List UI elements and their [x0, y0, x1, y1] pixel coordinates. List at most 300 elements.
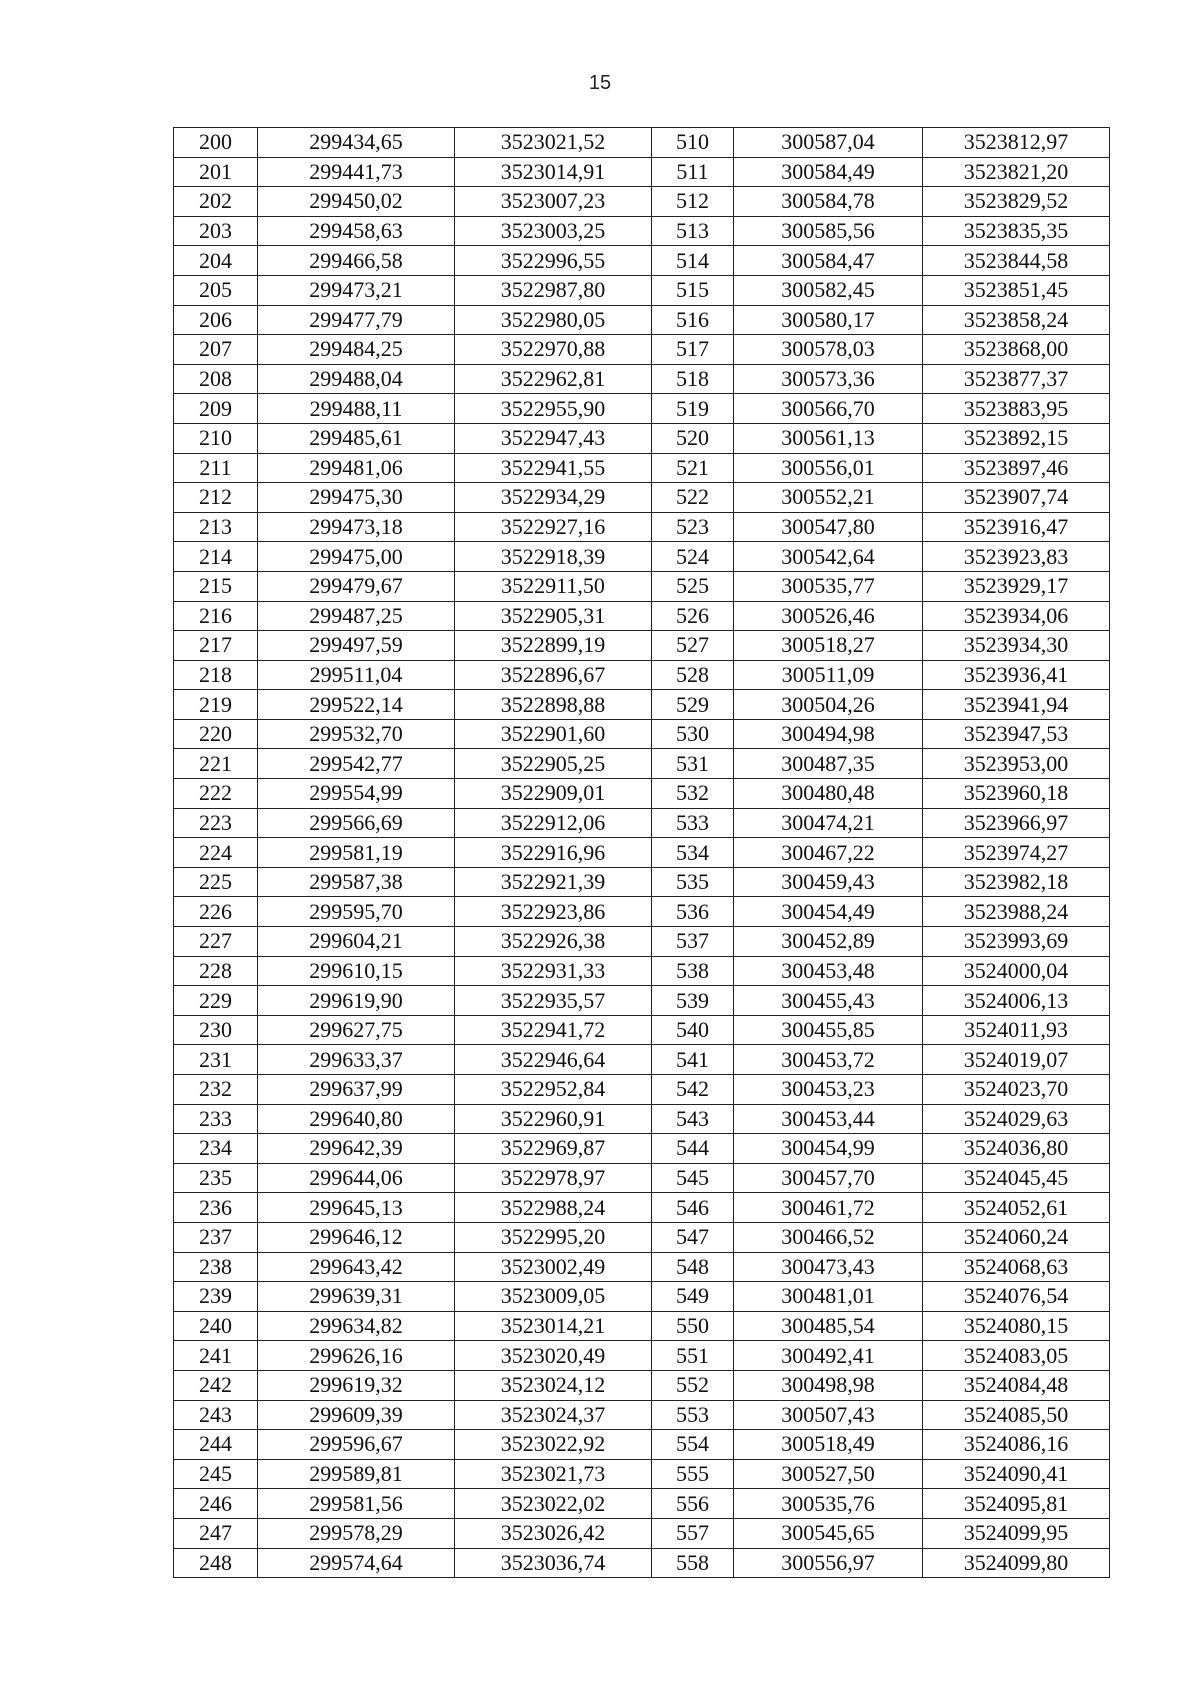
y-coordinate-right-cell: 3523851,45: [923, 275, 1110, 305]
x-coordinate-left-cell: 299450,02: [258, 187, 455, 217]
point-number-right-cell: 521: [652, 453, 734, 483]
y-coordinate-left-cell: 3522905,31: [455, 601, 652, 631]
x-coordinate-left-cell: 299645,13: [258, 1193, 455, 1223]
y-coordinate-left-cell: 3522996,55: [455, 246, 652, 276]
y-coordinate-left-cell: 3522960,91: [455, 1104, 652, 1134]
x-coordinate-right-cell: 300459,43: [734, 867, 923, 897]
x-coordinate-left-cell: 299441,73: [258, 157, 455, 187]
table-row: [174, 838, 1110, 868]
point-number-right-cell: 540: [652, 1015, 734, 1045]
point-number-right-cell: 532: [652, 779, 734, 809]
point-number-left-cell: 233: [174, 1104, 258, 1134]
x-coordinate-right-cell: 300507,43: [734, 1400, 923, 1430]
x-coordinate-left-cell: 299587,38: [258, 867, 455, 897]
y-coordinate-right-cell: 3523953,00: [923, 749, 1110, 779]
point-number-right-cell: 545: [652, 1163, 734, 1193]
y-coordinate-left-cell: 3523022,02: [455, 1489, 652, 1519]
point-number-right-cell: 548: [652, 1252, 734, 1282]
table-row: [174, 1459, 1110, 1489]
point-number-left-cell: 225: [174, 867, 258, 897]
y-coordinate-right-cell: 3523936,41: [923, 660, 1110, 690]
y-coordinate-right-cell: 3524023,70: [923, 1075, 1110, 1105]
point-number-right-cell: 547: [652, 1222, 734, 1252]
point-number-left-cell: 235: [174, 1163, 258, 1193]
point-number-right-cell: 514: [652, 246, 734, 276]
y-coordinate-right-cell: 3523858,24: [923, 305, 1110, 335]
point-number-left-cell: 224: [174, 838, 258, 868]
y-coordinate-right-cell: 3524083,05: [923, 1341, 1110, 1371]
x-coordinate-right-cell: 300526,46: [734, 601, 923, 631]
table-row: [174, 897, 1110, 927]
y-coordinate-right-cell: 3523916,47: [923, 512, 1110, 542]
y-coordinate-right-cell: 3523829,52: [923, 187, 1110, 217]
y-coordinate-left-cell: 3523014,91: [455, 157, 652, 187]
y-coordinate-right-cell: 3524085,50: [923, 1400, 1110, 1430]
y-coordinate-left-cell: 3523021,52: [455, 128, 652, 158]
y-coordinate-right-cell: 3524099,80: [923, 1548, 1110, 1578]
x-coordinate-right-cell: 300584,49: [734, 157, 923, 187]
x-coordinate-left-cell: 299477,79: [258, 305, 455, 335]
table-row: [174, 601, 1110, 631]
x-coordinate-left-cell: 299488,04: [258, 364, 455, 394]
y-coordinate-left-cell: 3522995,20: [455, 1222, 652, 1252]
y-coordinate-right-cell: 3523892,15: [923, 423, 1110, 453]
point-number-right-cell: 549: [652, 1282, 734, 1312]
x-coordinate-right-cell: 300535,76: [734, 1489, 923, 1519]
point-number-right-cell: 550: [652, 1311, 734, 1341]
y-coordinate-right-cell: 3524011,93: [923, 1015, 1110, 1045]
x-coordinate-right-cell: 300584,47: [734, 246, 923, 276]
y-coordinate-left-cell: 3522941,55: [455, 453, 652, 483]
x-coordinate-left-cell: 299609,39: [258, 1400, 455, 1430]
x-coordinate-left-cell: 299595,70: [258, 897, 455, 927]
y-coordinate-left-cell: 3522978,97: [455, 1163, 652, 1193]
x-coordinate-right-cell: 300542,64: [734, 542, 923, 572]
y-coordinate-left-cell: 3522988,24: [455, 1193, 652, 1223]
point-number-left-cell: 226: [174, 897, 258, 927]
point-number-right-cell: 542: [652, 1075, 734, 1105]
y-coordinate-right-cell: 3524068,63: [923, 1252, 1110, 1282]
x-coordinate-left-cell: 299574,64: [258, 1548, 455, 1578]
table-row: [174, 1045, 1110, 1075]
x-coordinate-right-cell: 300573,36: [734, 364, 923, 394]
y-coordinate-right-cell: 3524095,81: [923, 1489, 1110, 1519]
point-number-right-cell: 543: [652, 1104, 734, 1134]
table-row: [174, 660, 1110, 690]
table-row: [174, 749, 1110, 779]
y-coordinate-right-cell: 3524000,04: [923, 956, 1110, 986]
x-coordinate-left-cell: 299596,67: [258, 1430, 455, 1460]
table-row: [174, 394, 1110, 424]
point-number-right-cell: 510: [652, 128, 734, 158]
x-coordinate-right-cell: 300584,78: [734, 187, 923, 217]
point-number-right-cell: 523: [652, 512, 734, 542]
y-coordinate-right-cell: 3523883,95: [923, 394, 1110, 424]
x-coordinate-left-cell: 299473,18: [258, 512, 455, 542]
y-coordinate-left-cell: 3522912,06: [455, 808, 652, 838]
x-coordinate-right-cell: 300466,52: [734, 1222, 923, 1252]
y-coordinate-right-cell: 3523835,35: [923, 216, 1110, 246]
table-row: [174, 1341, 1110, 1371]
y-coordinate-left-cell: 3523022,92: [455, 1430, 652, 1460]
point-number-right-cell: 551: [652, 1341, 734, 1371]
point-number-left-cell: 245: [174, 1459, 258, 1489]
y-coordinate-right-cell: 3524045,45: [923, 1163, 1110, 1193]
table-row: [174, 808, 1110, 838]
point-number-left-cell: 236: [174, 1193, 258, 1223]
x-coordinate-right-cell: 300473,43: [734, 1252, 923, 1282]
y-coordinate-right-cell: 3524036,80: [923, 1134, 1110, 1164]
point-number-left-cell: 223: [174, 808, 258, 838]
table-row: [174, 1282, 1110, 1312]
x-coordinate-left-cell: 299639,31: [258, 1282, 455, 1312]
point-number-right-cell: 520: [652, 423, 734, 453]
x-coordinate-left-cell: 299578,29: [258, 1518, 455, 1548]
point-number-right-cell: 529: [652, 690, 734, 720]
point-number-right-cell: 518: [652, 364, 734, 394]
y-coordinate-left-cell: 3522923,86: [455, 897, 652, 927]
table-row: [174, 690, 1110, 720]
point-number-left-cell: 246: [174, 1489, 258, 1519]
table-row: [174, 1311, 1110, 1341]
y-coordinate-right-cell: 3523929,17: [923, 571, 1110, 601]
y-coordinate-left-cell: 3522970,88: [455, 335, 652, 365]
point-number-left-cell: 217: [174, 631, 258, 661]
x-coordinate-right-cell: 300455,43: [734, 986, 923, 1016]
y-coordinate-right-cell: 3523934,30: [923, 631, 1110, 661]
point-number-left-cell: 247: [174, 1518, 258, 1548]
y-coordinate-left-cell: 3522934,29: [455, 483, 652, 513]
table-row: [174, 1222, 1110, 1252]
point-number-left-cell: 227: [174, 927, 258, 957]
table-row: [174, 246, 1110, 276]
point-number-right-cell: 517: [652, 335, 734, 365]
x-coordinate-left-cell: 299637,99: [258, 1075, 455, 1105]
table-row: [174, 1104, 1110, 1134]
table-row: [174, 512, 1110, 542]
x-coordinate-right-cell: 300527,50: [734, 1459, 923, 1489]
point-number-left-cell: 229: [174, 986, 258, 1016]
table-row: [174, 157, 1110, 187]
x-coordinate-left-cell: 299610,15: [258, 956, 455, 986]
y-coordinate-left-cell: 3522926,38: [455, 927, 652, 957]
x-coordinate-left-cell: 299642,39: [258, 1134, 455, 1164]
point-number-right-cell: 527: [652, 631, 734, 661]
y-coordinate-left-cell: 3522909,01: [455, 779, 652, 809]
table-row: [174, 986, 1110, 1016]
x-coordinate-left-cell: 299475,30: [258, 483, 455, 513]
x-coordinate-right-cell: 300454,49: [734, 897, 923, 927]
y-coordinate-right-cell: 3524052,61: [923, 1193, 1110, 1223]
x-coordinate-right-cell: 300453,72: [734, 1045, 923, 1075]
x-coordinate-left-cell: 299466,58: [258, 246, 455, 276]
point-number-right-cell: 512: [652, 187, 734, 217]
x-coordinate-left-cell: 299619,90: [258, 986, 455, 1016]
x-coordinate-right-cell: 300545,65: [734, 1518, 923, 1548]
table-row: [174, 423, 1110, 453]
point-number-left-cell: 209: [174, 394, 258, 424]
y-coordinate-right-cell: 3523941,94: [923, 690, 1110, 720]
table-row: [174, 631, 1110, 661]
y-coordinate-left-cell: 3522918,39: [455, 542, 652, 572]
y-coordinate-right-cell: 3523821,20: [923, 157, 1110, 187]
y-coordinate-left-cell: 3522905,25: [455, 749, 652, 779]
y-coordinate-left-cell: 3522987,80: [455, 275, 652, 305]
y-coordinate-left-cell: 3522947,43: [455, 423, 652, 453]
x-coordinate-left-cell: 299487,25: [258, 601, 455, 631]
x-coordinate-right-cell: 300481,01: [734, 1282, 923, 1312]
y-coordinate-left-cell: 3523009,05: [455, 1282, 652, 1312]
point-number-left-cell: 219: [174, 690, 258, 720]
table-row: [174, 571, 1110, 601]
x-coordinate-left-cell: 299646,12: [258, 1222, 455, 1252]
point-number-left-cell: 203: [174, 216, 258, 246]
x-coordinate-left-cell: 299627,75: [258, 1015, 455, 1045]
x-coordinate-right-cell: 300485,54: [734, 1311, 923, 1341]
table-row: [174, 364, 1110, 394]
y-coordinate-right-cell: 3523988,24: [923, 897, 1110, 927]
x-coordinate-left-cell: 299542,77: [258, 749, 455, 779]
y-coordinate-left-cell: 3522931,33: [455, 956, 652, 986]
x-coordinate-left-cell: 299633,37: [258, 1045, 455, 1075]
point-number-right-cell: 546: [652, 1193, 734, 1223]
x-coordinate-left-cell: 299481,06: [258, 453, 455, 483]
point-number-left-cell: 222: [174, 779, 258, 809]
point-number-right-cell: 557: [652, 1518, 734, 1548]
y-coordinate-left-cell: 3522952,84: [455, 1075, 652, 1105]
x-coordinate-right-cell: 300566,70: [734, 394, 923, 424]
coordinates-table: [173, 127, 1110, 1578]
table-row: [174, 275, 1110, 305]
y-coordinate-right-cell: 3523947,53: [923, 719, 1110, 749]
table-row: [174, 1252, 1110, 1282]
table-row: [174, 719, 1110, 749]
x-coordinate-left-cell: 299497,59: [258, 631, 455, 661]
point-number-right-cell: 539: [652, 986, 734, 1016]
point-number-left-cell: 234: [174, 1134, 258, 1164]
point-number-right-cell: 531: [652, 749, 734, 779]
point-number-right-cell: 511: [652, 157, 734, 187]
y-coordinate-right-cell: 3523934,06: [923, 601, 1110, 631]
x-coordinate-left-cell: 299522,14: [258, 690, 455, 720]
x-coordinate-right-cell: 300585,56: [734, 216, 923, 246]
point-number-left-cell: 232: [174, 1075, 258, 1105]
point-number-right-cell: 525: [652, 571, 734, 601]
x-coordinate-right-cell: 300452,89: [734, 927, 923, 957]
point-number-right-cell: 524: [652, 542, 734, 572]
x-coordinate-right-cell: 300453,48: [734, 956, 923, 986]
y-coordinate-left-cell: 3522941,72: [455, 1015, 652, 1045]
x-coordinate-right-cell: 300580,17: [734, 305, 923, 335]
table-row: [174, 542, 1110, 572]
x-coordinate-left-cell: 299566,69: [258, 808, 455, 838]
y-coordinate-right-cell: 3524080,15: [923, 1311, 1110, 1341]
y-coordinate-left-cell: 3522927,16: [455, 512, 652, 542]
point-number-right-cell: 533: [652, 808, 734, 838]
point-number-left-cell: 213: [174, 512, 258, 542]
x-coordinate-right-cell: 300480,48: [734, 779, 923, 809]
y-coordinate-right-cell: 3524086,16: [923, 1430, 1110, 1460]
table-row: [174, 1193, 1110, 1223]
y-coordinate-left-cell: 3523007,23: [455, 187, 652, 217]
y-coordinate-left-cell: 3523020,49: [455, 1341, 652, 1371]
point-number-left-cell: 239: [174, 1282, 258, 1312]
x-coordinate-left-cell: 299532,70: [258, 719, 455, 749]
x-coordinate-right-cell: 300487,35: [734, 749, 923, 779]
table-row: [174, 1430, 1110, 1460]
point-number-right-cell: 538: [652, 956, 734, 986]
table-row: [174, 867, 1110, 897]
x-coordinate-left-cell: 299581,19: [258, 838, 455, 868]
x-coordinate-right-cell: 300518,27: [734, 631, 923, 661]
x-coordinate-left-cell: 299458,63: [258, 216, 455, 246]
point-number-right-cell: 555: [652, 1459, 734, 1489]
y-coordinate-left-cell: 3523021,73: [455, 1459, 652, 1489]
point-number-left-cell: 216: [174, 601, 258, 631]
y-coordinate-right-cell: 3524029,63: [923, 1104, 1110, 1134]
x-coordinate-right-cell: 300587,04: [734, 128, 923, 158]
x-coordinate-left-cell: 299475,00: [258, 542, 455, 572]
table-row: [174, 216, 1110, 246]
point-number-left-cell: 221: [174, 749, 258, 779]
point-number-right-cell: 519: [652, 394, 734, 424]
page-number: 15: [588, 72, 612, 94]
y-coordinate-right-cell: 3523923,83: [923, 542, 1110, 572]
y-coordinate-right-cell: 3524076,54: [923, 1282, 1110, 1312]
x-coordinate-right-cell: 300511,09: [734, 660, 923, 690]
point-number-left-cell: 208: [174, 364, 258, 394]
y-coordinate-right-cell: 3523982,18: [923, 867, 1110, 897]
y-coordinate-left-cell: 3522955,90: [455, 394, 652, 424]
point-number-right-cell: 553: [652, 1400, 734, 1430]
x-coordinate-right-cell: 300518,49: [734, 1430, 923, 1460]
x-coordinate-left-cell: 299484,25: [258, 335, 455, 365]
y-coordinate-right-cell: 3524090,41: [923, 1459, 1110, 1489]
y-coordinate-right-cell: 3523993,69: [923, 927, 1110, 957]
y-coordinate-left-cell: 3523002,49: [455, 1252, 652, 1282]
x-coordinate-right-cell: 300453,23: [734, 1075, 923, 1105]
y-coordinate-right-cell: 3524099,95: [923, 1518, 1110, 1548]
y-coordinate-left-cell: 3523024,37: [455, 1400, 652, 1430]
table-row: [174, 927, 1110, 957]
x-coordinate-left-cell: 299640,80: [258, 1104, 455, 1134]
point-number-right-cell: 556: [652, 1489, 734, 1519]
point-number-right-cell: 530: [652, 719, 734, 749]
point-number-left-cell: 214: [174, 542, 258, 572]
x-coordinate-right-cell: 300474,21: [734, 808, 923, 838]
x-coordinate-left-cell: 299589,81: [258, 1459, 455, 1489]
table-row: [174, 1518, 1110, 1548]
x-coordinate-left-cell: 299473,21: [258, 275, 455, 305]
x-coordinate-right-cell: 300556,01: [734, 453, 923, 483]
x-coordinate-right-cell: 300552,21: [734, 483, 923, 513]
point-number-right-cell: 541: [652, 1045, 734, 1075]
point-number-right-cell: 516: [652, 305, 734, 335]
y-coordinate-right-cell: 3524060,24: [923, 1222, 1110, 1252]
point-number-left-cell: 201: [174, 157, 258, 187]
x-coordinate-right-cell: 300455,85: [734, 1015, 923, 1045]
y-coordinate-right-cell: 3523960,18: [923, 779, 1110, 809]
point-number-left-cell: 231: [174, 1045, 258, 1075]
y-coordinate-left-cell: 3522980,05: [455, 305, 652, 335]
y-coordinate-left-cell: 3522896,67: [455, 660, 652, 690]
point-number-right-cell: 522: [652, 483, 734, 513]
y-coordinate-left-cell: 3522898,88: [455, 690, 652, 720]
point-number-left-cell: 215: [174, 571, 258, 601]
x-coordinate-left-cell: 299581,56: [258, 1489, 455, 1519]
y-coordinate-left-cell: 3522911,50: [455, 571, 652, 601]
y-coordinate-right-cell: 3523974,27: [923, 838, 1110, 868]
y-coordinate-right-cell: 3523844,58: [923, 246, 1110, 276]
x-coordinate-right-cell: 300467,22: [734, 838, 923, 868]
table-row: [174, 335, 1110, 365]
y-coordinate-left-cell: 3522962,81: [455, 364, 652, 394]
x-coordinate-right-cell: 300556,97: [734, 1548, 923, 1578]
x-coordinate-right-cell: 300504,26: [734, 690, 923, 720]
point-number-right-cell: 515: [652, 275, 734, 305]
x-coordinate-right-cell: 300454,99: [734, 1134, 923, 1164]
y-coordinate-right-cell: 3523907,74: [923, 483, 1110, 513]
point-number-right-cell: 535: [652, 867, 734, 897]
x-coordinate-left-cell: 299644,06: [258, 1163, 455, 1193]
x-coordinate-left-cell: 299511,04: [258, 660, 455, 690]
point-number-left-cell: 228: [174, 956, 258, 986]
x-coordinate-right-cell: 300578,03: [734, 335, 923, 365]
point-number-left-cell: 248: [174, 1548, 258, 1578]
y-coordinate-left-cell: 3523014,21: [455, 1311, 652, 1341]
y-coordinate-left-cell: 3522946,64: [455, 1045, 652, 1075]
y-coordinate-right-cell: 3524084,48: [923, 1370, 1110, 1400]
table-row: [174, 1370, 1110, 1400]
x-coordinate-left-cell: 299643,42: [258, 1252, 455, 1282]
point-number-left-cell: 200: [174, 128, 258, 158]
x-coordinate-left-cell: 299554,99: [258, 779, 455, 809]
x-coordinate-right-cell: 300492,41: [734, 1341, 923, 1371]
table-row: [174, 1548, 1110, 1578]
y-coordinate-left-cell: 3522916,96: [455, 838, 652, 868]
table-row: [174, 1015, 1110, 1045]
coordinates-table-body: [174, 128, 1110, 1578]
x-coordinate-right-cell: 300494,98: [734, 719, 923, 749]
y-coordinate-right-cell: 3524006,13: [923, 986, 1110, 1016]
table-row: [174, 1400, 1110, 1430]
y-coordinate-left-cell: 3523026,42: [455, 1518, 652, 1548]
point-number-right-cell: 528: [652, 660, 734, 690]
point-number-left-cell: 211: [174, 453, 258, 483]
x-coordinate-right-cell: 300561,13: [734, 423, 923, 453]
x-coordinate-right-cell: 300582,45: [734, 275, 923, 305]
x-coordinate-right-cell: 300535,77: [734, 571, 923, 601]
y-coordinate-right-cell: 3524019,07: [923, 1045, 1110, 1075]
point-number-right-cell: 554: [652, 1430, 734, 1460]
x-coordinate-right-cell: 300461,72: [734, 1193, 923, 1223]
table-row: [174, 128, 1110, 158]
point-number-left-cell: 243: [174, 1400, 258, 1430]
point-number-right-cell: 537: [652, 927, 734, 957]
point-number-left-cell: 240: [174, 1311, 258, 1341]
x-coordinate-left-cell: 299488,11: [258, 394, 455, 424]
y-coordinate-left-cell: 3522969,87: [455, 1134, 652, 1164]
point-number-left-cell: 220: [174, 719, 258, 749]
point-number-left-cell: 237: [174, 1222, 258, 1252]
point-number-left-cell: 205: [174, 275, 258, 305]
point-number-right-cell: 544: [652, 1134, 734, 1164]
point-number-right-cell: 534: [652, 838, 734, 868]
point-number-left-cell: 207: [174, 335, 258, 365]
point-number-left-cell: 202: [174, 187, 258, 217]
x-coordinate-left-cell: 299619,32: [258, 1370, 455, 1400]
y-coordinate-left-cell: 3522901,60: [455, 719, 652, 749]
